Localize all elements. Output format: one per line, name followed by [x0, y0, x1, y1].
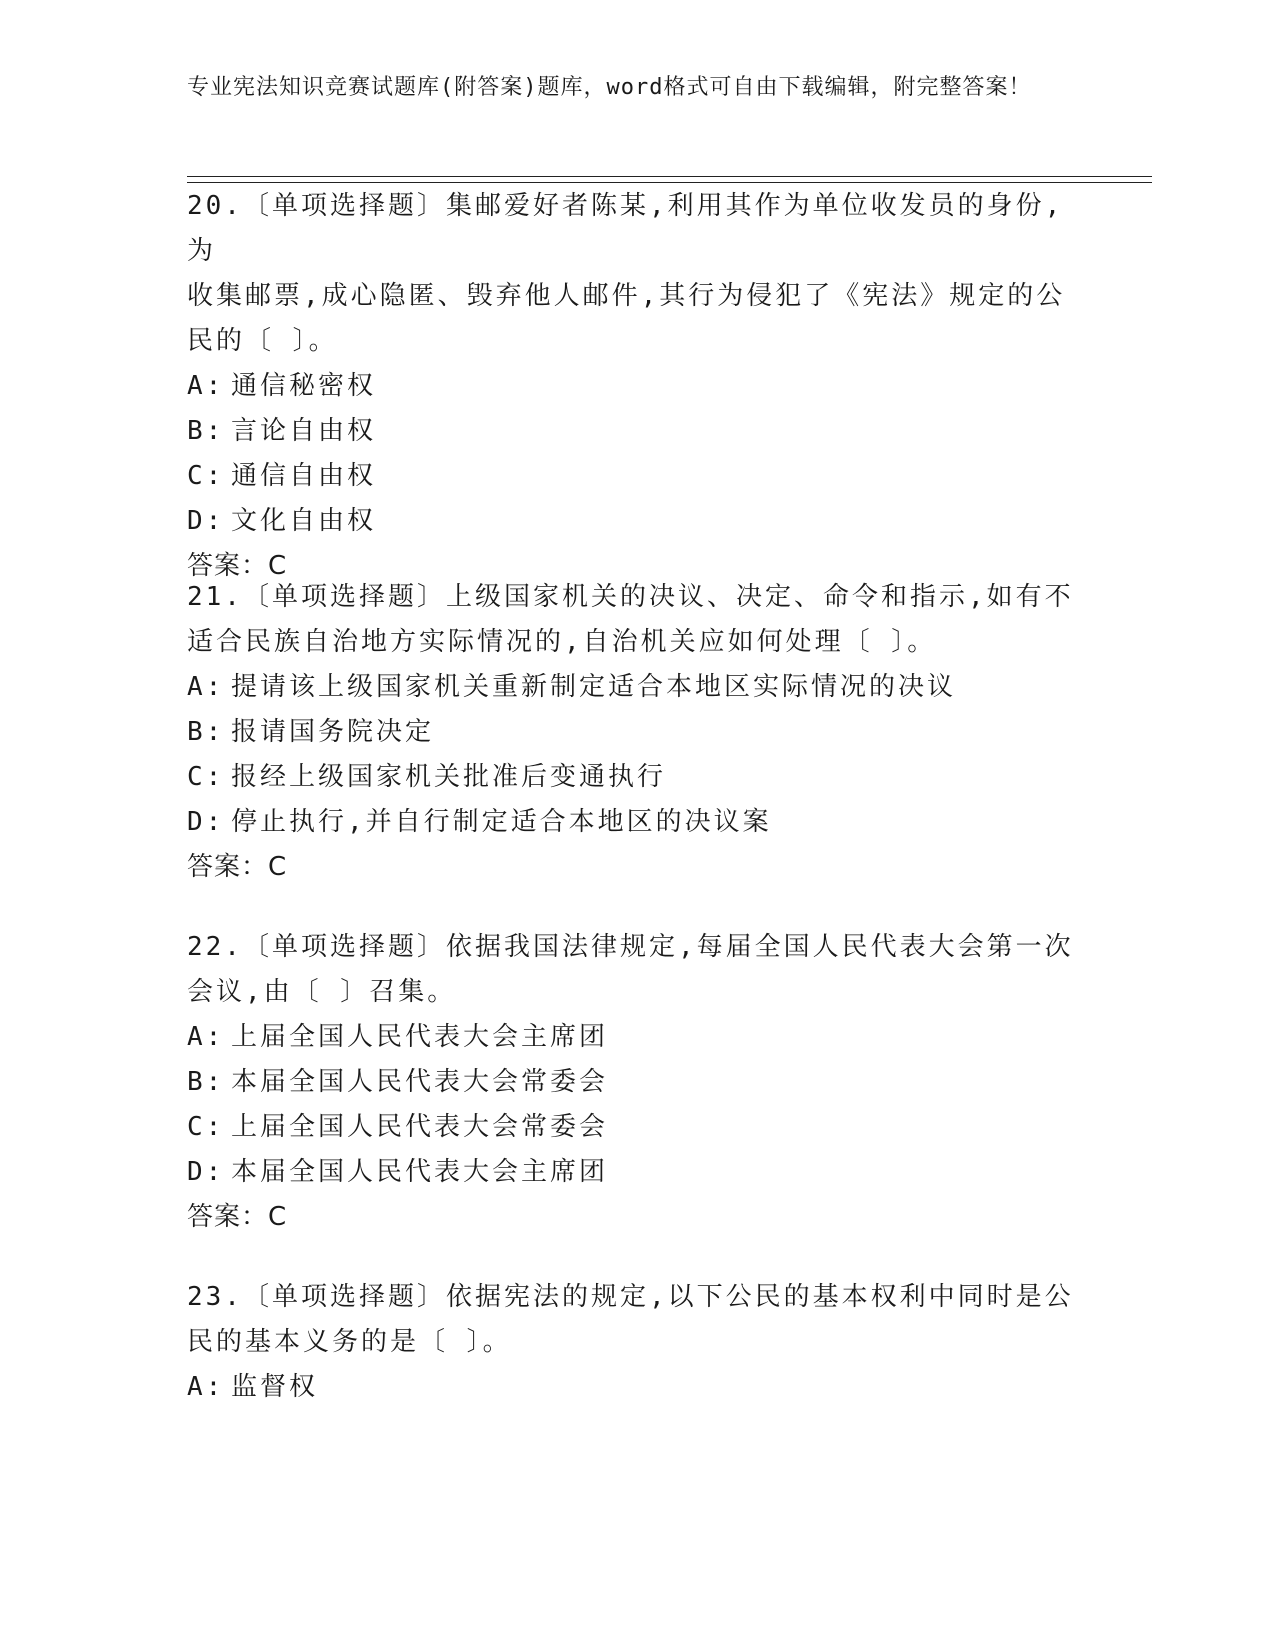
question-stem-line: 民的〔 〕。 [187, 326, 338, 356]
option-b [187, 409, 1087, 454]
option-key: C: [187, 762, 225, 792]
option-c [187, 1105, 1087, 1150]
option-key: A: [187, 371, 225, 401]
option-text: 本届全国人民代表大会常委会 [231, 1067, 609, 1097]
option-key: C: [187, 461, 225, 491]
document-header: 专业宪法知识竞赛试题库(附答案)题库，word格式可自由下载编辑，附完整答案！ [187, 75, 1032, 100]
question-22 [187, 925, 1087, 1240]
question-stem-line: 会议,由〔 〕召集。 [187, 977, 457, 1007]
answer-line: 答案：C [187, 852, 288, 882]
option-text: 通信秘密权 [231, 371, 377, 401]
option-b [187, 710, 1087, 755]
option-b [187, 1060, 1087, 1105]
question-stem-line: 适合民族自治地方实际情况的,自治机关应如何处理〔 〕。 [187, 627, 937, 657]
option-text: 上届全国人民代表大会常委会 [231, 1112, 609, 1142]
question-stem-line: 民的基本义务的是〔 〕。 [187, 1327, 512, 1357]
option-key: C: [187, 1112, 225, 1142]
question-stem-line: 22.〔单项选择题〕依据我国法律规定,每届全国人民代表大会第一次 [187, 932, 1074, 962]
option-key: A: [187, 1022, 225, 1052]
option-text: 上届全国人民代表大会主席团 [231, 1022, 609, 1052]
option-text: 文化自由权 [231, 506, 377, 536]
option-text: 报经上级国家机关批准后变通执行 [231, 762, 667, 792]
option-c [187, 454, 1087, 499]
option-a [187, 364, 1087, 409]
option-a [187, 1015, 1087, 1060]
option-key: B: [187, 416, 225, 446]
answer-line: 答案：C [187, 1202, 288, 1232]
option-key: B: [187, 717, 225, 747]
option-key: D: [187, 506, 225, 536]
option-text: 通信自由权 [231, 461, 377, 491]
question-20 [187, 184, 1087, 589]
question-stem-line: 21.〔单项选择题〕上级国家机关的决议、决定、命令和指示,如有不 [187, 582, 1074, 612]
option-c [187, 755, 1087, 800]
option-key: D: [187, 807, 225, 837]
option-text: 停止执行,并自行制定适合本地区的决议案 [231, 807, 772, 837]
option-d [187, 1150, 1087, 1195]
question-stem-line: 收集邮票,成心隐匿、毁弃他人邮件,其行为侵犯了《宪法》规定的公 [187, 281, 1066, 311]
question-21 [187, 575, 1087, 890]
option-d [187, 800, 1087, 845]
option-a [187, 1365, 1087, 1410]
header-divider-bottom [187, 182, 1152, 183]
option-a [187, 665, 1087, 710]
option-key: A: [187, 672, 225, 702]
question-stem-line: 20.〔单项选择题〕集邮爱好者陈某,利用其作为单位收发员的身份,为 [187, 191, 1064, 266]
question-23 [187, 1275, 1087, 1410]
option-text: 本届全国人民代表大会主席团 [231, 1157, 609, 1187]
option-key: A: [187, 1372, 225, 1402]
question-stem-line: 23.〔单项选择题〕依据宪法的规定,以下公民的基本权利中同时是公 [187, 1282, 1074, 1312]
answer-line: 答案：C [187, 551, 288, 581]
option-key: B: [187, 1067, 225, 1097]
option-text: 报请国务院决定 [231, 717, 435, 747]
option-text: 言论自由权 [231, 416, 377, 446]
option-text: 提请该上级国家机关重新制定适合本地区实际情况的决议 [231, 672, 957, 702]
option-key: D: [187, 1157, 225, 1187]
option-d [187, 499, 1087, 544]
header-divider-top [187, 176, 1152, 177]
option-text: 监督权 [231, 1372, 319, 1402]
